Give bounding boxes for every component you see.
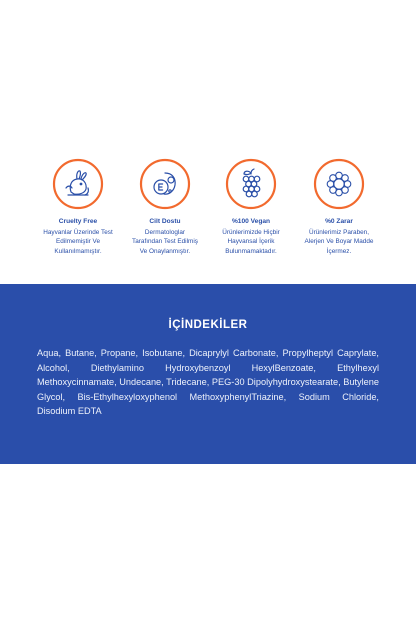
feature-zero-harm bbox=[289, 158, 389, 256]
feature-description: Dermatologlar Tarafından Test Edilmiş Ve Onaylanmıştır. bbox=[132, 229, 198, 255]
ingredients-list: Aqua, Butane, Propane, Isobutane, Dicaprylyl Carbonate, Propylheptyl Caprylate, Alcohol, Diethylamino Hydroxybenzoyl HexylBenzoate, Ethylhexyl Methoxycinnamate, Undecane, Tridecane, PEG-30 Dipolyhydroxystearate, Butylene Glycol, Bis-Ethylhexyloxyphenol MethoxyphenylTriazine, Sodium Chloride, Disodium EDTA bbox=[37, 348, 379, 416]
zero-harm-flower-icon bbox=[313, 158, 365, 210]
dermatology-tested-icon bbox=[139, 158, 191, 210]
feature-vegan bbox=[201, 158, 301, 256]
features-row bbox=[0, 158, 416, 268]
feature-cilt-dostu bbox=[115, 158, 215, 256]
feature-description: Ürünlerimizde Hiçbir Hayvansal İçerik Bulunmamaktadır. bbox=[222, 229, 280, 255]
feature-title: %100 Vegan bbox=[231, 218, 271, 225]
feature-cruelty-free bbox=[28, 158, 128, 256]
feature-title: Cruelty Free bbox=[58, 218, 98, 225]
feature-title: Cilt Dostu bbox=[149, 218, 181, 225]
feature-title: %0 Zarar bbox=[325, 218, 353, 225]
ingredients-panel bbox=[0, 284, 416, 464]
vegan-grapes-icon bbox=[225, 158, 277, 210]
cruelty-free-rabbit-icon bbox=[52, 158, 104, 210]
feature-description: Hayvanlar Üzerinde Test Edilmemiştir Ve Kullanılmamıştır. bbox=[43, 229, 113, 255]
ingredients-heading: İÇİNDEKİLER bbox=[168, 319, 248, 331]
feature-description: Ürünlerimiz Paraben, Alerjen Ve Boyar Madde İçermez. bbox=[304, 229, 374, 255]
